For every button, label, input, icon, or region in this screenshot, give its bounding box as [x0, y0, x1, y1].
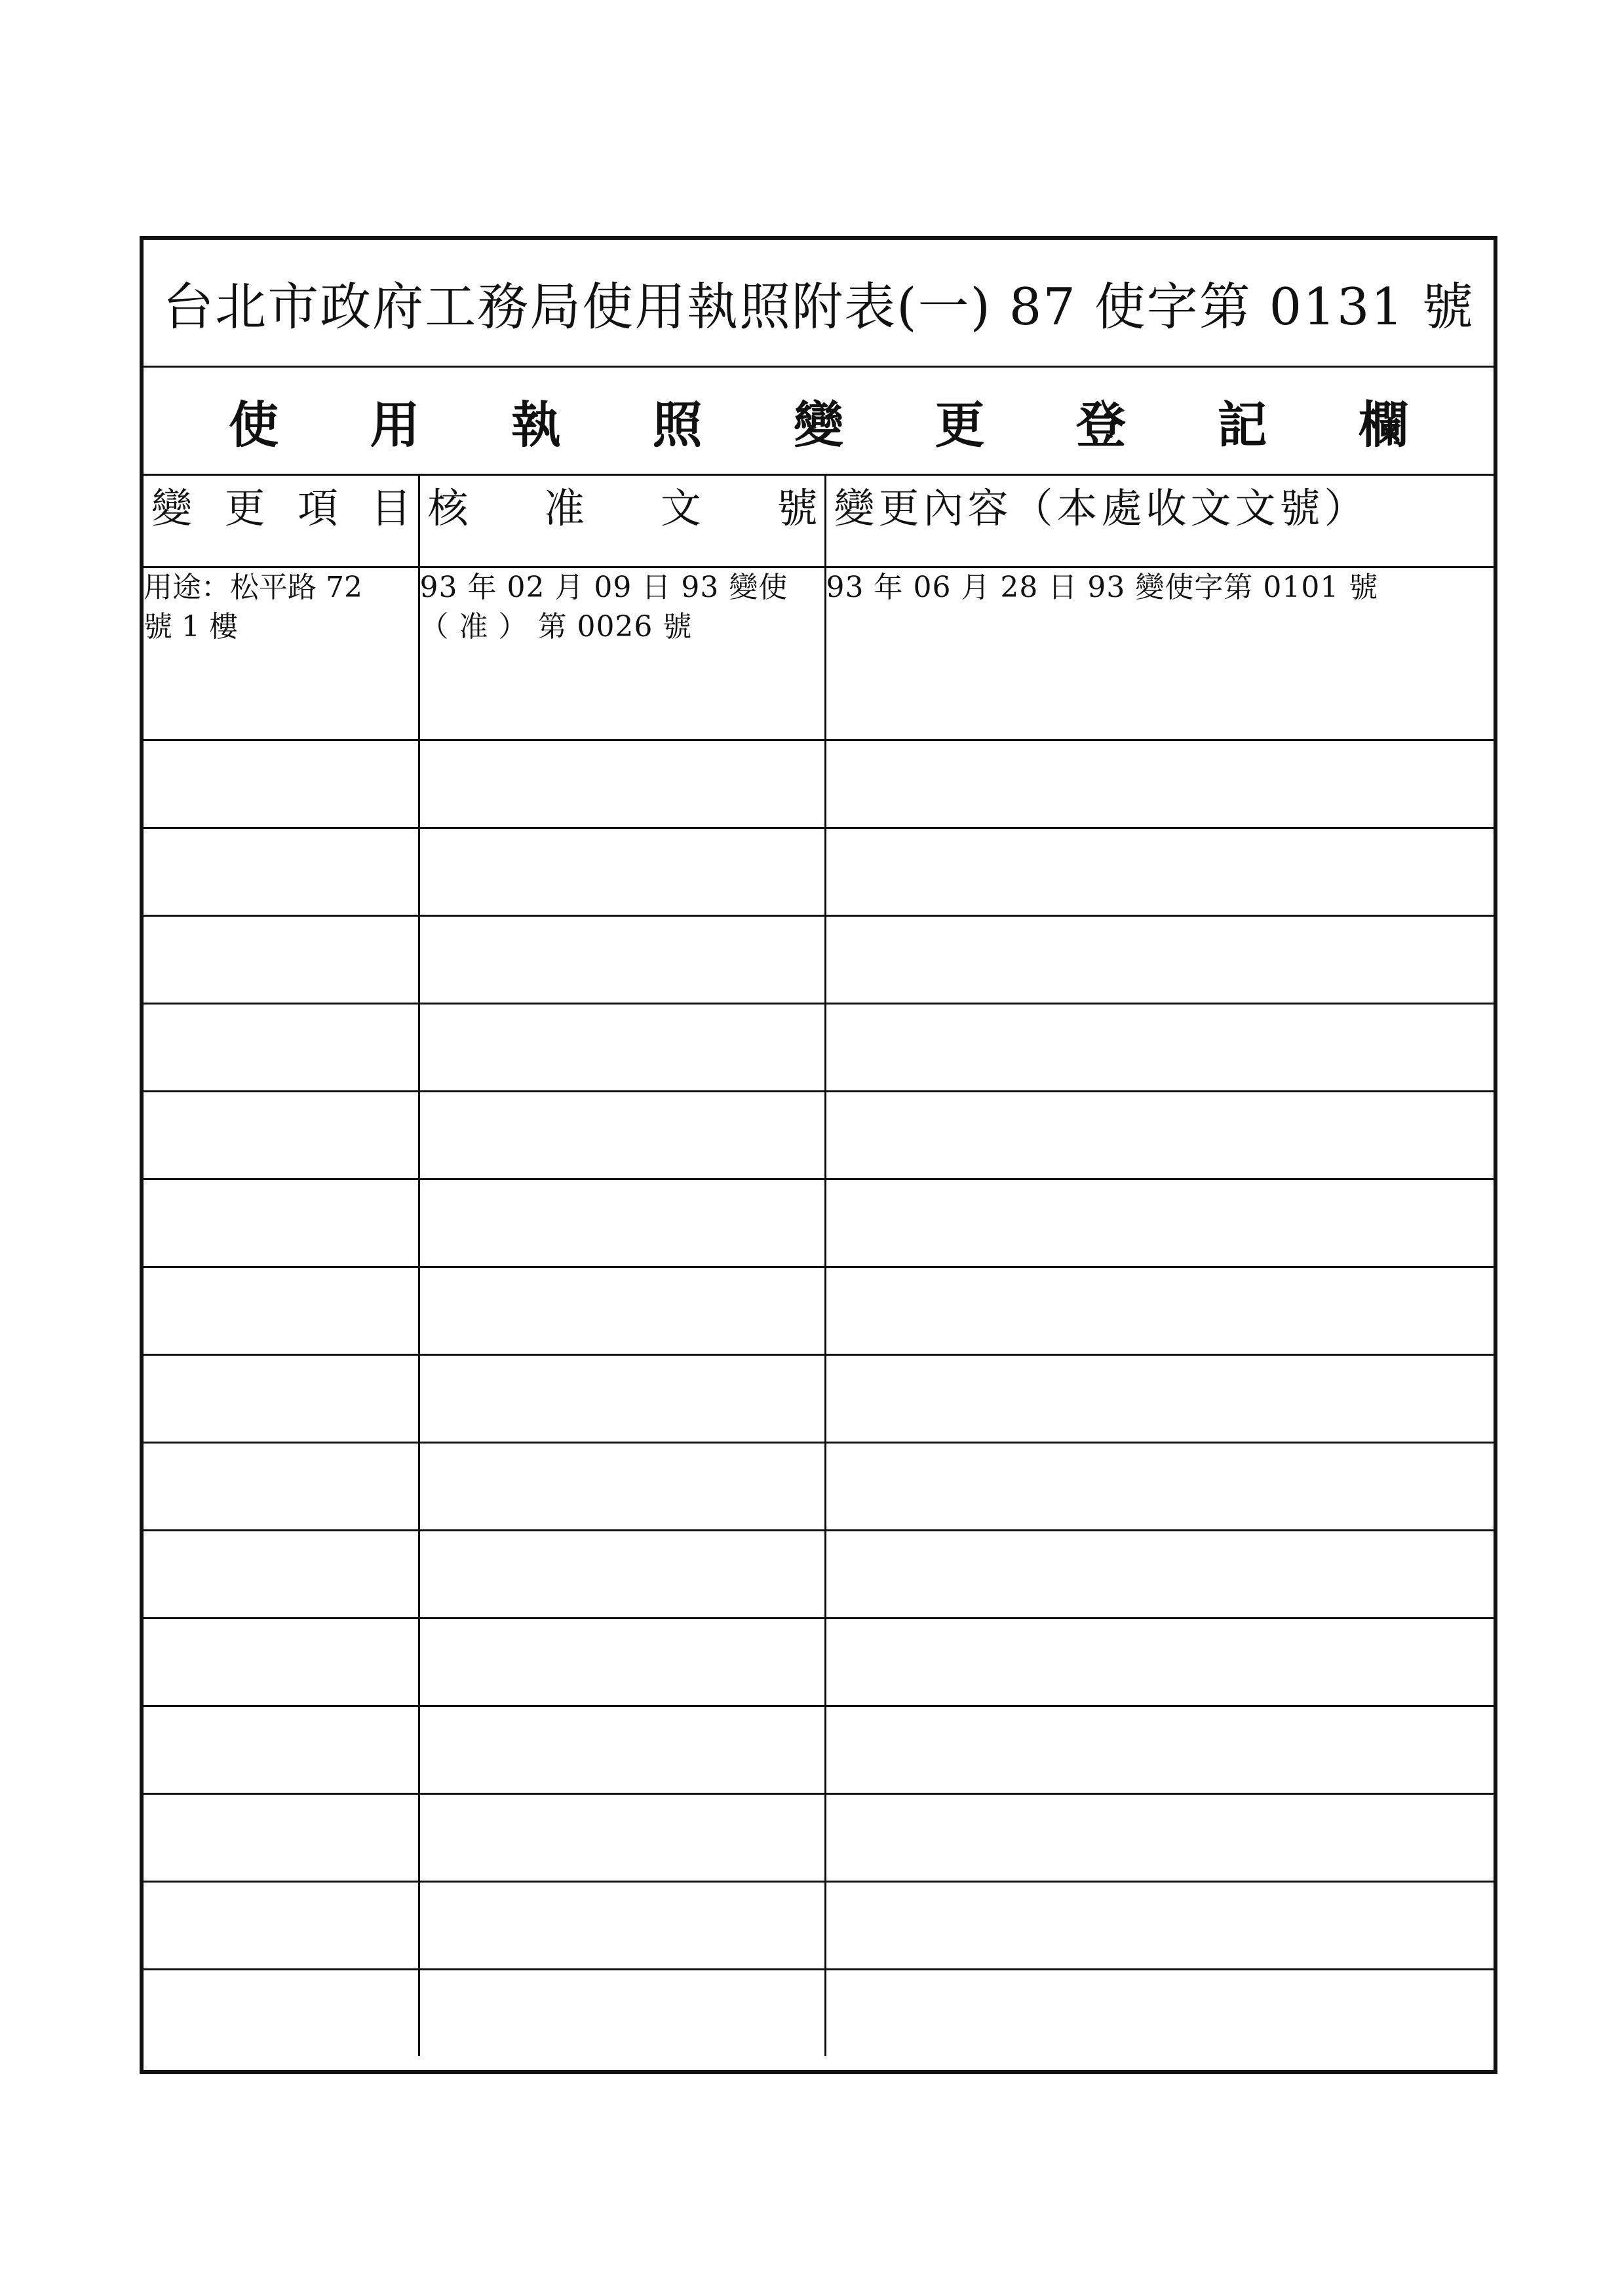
- change-content-cell: [825, 567, 1494, 654]
- empty-cell: [419, 1794, 825, 1882]
- empty-cell: [144, 1531, 419, 1618]
- subtitle-char: 執: [511, 395, 561, 454]
- empty-cell: [825, 1443, 1494, 1531]
- approval-number-cell: [419, 567, 825, 654]
- empty-cell: [825, 1706, 1494, 1794]
- header-change-item: [144, 476, 419, 567]
- empty-cell: [144, 1355, 419, 1443]
- table-row: [144, 1706, 1494, 1794]
- table-header-row: [144, 476, 1494, 567]
- subtitle-char: 照: [652, 395, 703, 454]
- header-char: 更: [224, 484, 265, 532]
- empty-cell: [419, 1531, 825, 1618]
- empty-cell: [419, 1882, 825, 1970]
- empty-cell: [419, 1179, 825, 1267]
- empty-cell: [144, 1004, 419, 1092]
- empty-cell: [825, 1531, 1494, 1618]
- empty-cell: [825, 1794, 1494, 1882]
- subtitle-char: 使: [229, 395, 279, 454]
- empty-cell: [144, 1882, 419, 1970]
- empty-cell: [144, 1179, 419, 1267]
- table-row: [144, 1618, 1494, 1706]
- empty-cell: [825, 828, 1494, 916]
- content-line: 93 年 06 月 28 日 93 變使字第 0101 號: [826, 571, 1379, 604]
- change-item-line: 號 1 樓: [144, 610, 238, 643]
- empty-cell: [144, 828, 419, 916]
- empty-cell: [144, 1706, 419, 1794]
- header-char: 文: [660, 484, 701, 532]
- subtitle-char: 用: [370, 395, 420, 454]
- approval-line: 93 年 02 月 09 日 93 變使: [419, 571, 788, 604]
- approval-line: （ 准 ） 第 0026 號: [419, 610, 693, 643]
- empty-cell: [419, 916, 825, 1004]
- subtitle-char: 變: [794, 395, 843, 454]
- table-row: [144, 1531, 1494, 1618]
- use-license-form: [140, 236, 1497, 2074]
- blank-rows: [144, 653, 1494, 2056]
- empty-cell: [144, 1092, 419, 1179]
- subtitle-char: 欄: [1359, 395, 1408, 454]
- table-row: [144, 1267, 1494, 1355]
- empty-cell: [825, 916, 1494, 1004]
- empty-cell: [825, 1355, 1494, 1443]
- change-item-line: 用途：松平路 72: [144, 571, 362, 604]
- change-item-cell: [144, 567, 419, 654]
- empty-cell: [144, 1267, 419, 1355]
- table-row: [144, 1970, 1494, 2057]
- table-row: [144, 1092, 1494, 1179]
- empty-cell: [144, 740, 419, 828]
- empty-cell: [144, 1970, 419, 2057]
- form-title: 台北市政府工務局使用執照附表(一) 87 使字第 0131 號: [144, 240, 1494, 368]
- table-row: [144, 1004, 1494, 1092]
- header-approval-number: [419, 476, 825, 567]
- empty-cell: [144, 653, 419, 740]
- table-row: [144, 567, 1494, 654]
- empty-cell: [825, 1004, 1494, 1092]
- empty-cell: [825, 1970, 1494, 2057]
- empty-cell: [144, 1794, 419, 1882]
- header-char: 號: [777, 484, 818, 532]
- empty-cell: [419, 1004, 825, 1092]
- empty-cell: [825, 1618, 1494, 1706]
- table-row: [144, 828, 1494, 916]
- header-char: 目: [370, 484, 412, 532]
- empty-cell: [419, 1092, 825, 1179]
- empty-cell: [825, 1179, 1494, 1267]
- empty-cell: [419, 1970, 825, 2057]
- empty-cell: [825, 1092, 1494, 1179]
- empty-cell: [419, 1267, 825, 1355]
- header-change-content: 變更內容（本處收文文號）: [825, 476, 1494, 567]
- empty-cell: [144, 916, 419, 1004]
- empty-cell: [419, 740, 825, 828]
- header-char: 准: [544, 484, 585, 532]
- table-row: [144, 1882, 1494, 1970]
- subtitle-char: 更: [935, 395, 985, 454]
- table-row: [144, 1179, 1494, 1267]
- empty-cell: [419, 1355, 825, 1443]
- change-record-table: [144, 476, 1494, 2056]
- empty-cell: [419, 1618, 825, 1706]
- empty-cell: [144, 1443, 419, 1531]
- empty-cell: [419, 1443, 825, 1531]
- table-row: [144, 1443, 1494, 1531]
- empty-cell: [825, 1882, 1494, 1970]
- empty-cell: [419, 828, 825, 916]
- empty-cell: [825, 740, 1494, 828]
- table-row: [144, 740, 1494, 828]
- table-row: [144, 653, 1494, 740]
- empty-cell: [144, 1618, 419, 1706]
- subtitle-char: 記: [1217, 395, 1267, 454]
- header-char: 變: [151, 484, 193, 532]
- header-char: 項: [297, 484, 338, 532]
- empty-cell: [419, 653, 825, 740]
- table-row: [144, 916, 1494, 1004]
- form-subtitle: [144, 368, 1494, 476]
- empty-cell: [419, 1706, 825, 1794]
- table-row: [144, 1794, 1494, 1882]
- empty-cell: [825, 1267, 1494, 1355]
- subtitle-char: 登: [1076, 395, 1126, 454]
- header-char: 核: [427, 484, 469, 532]
- empty-cell: [825, 653, 1494, 740]
- table-row: [144, 1355, 1494, 1443]
